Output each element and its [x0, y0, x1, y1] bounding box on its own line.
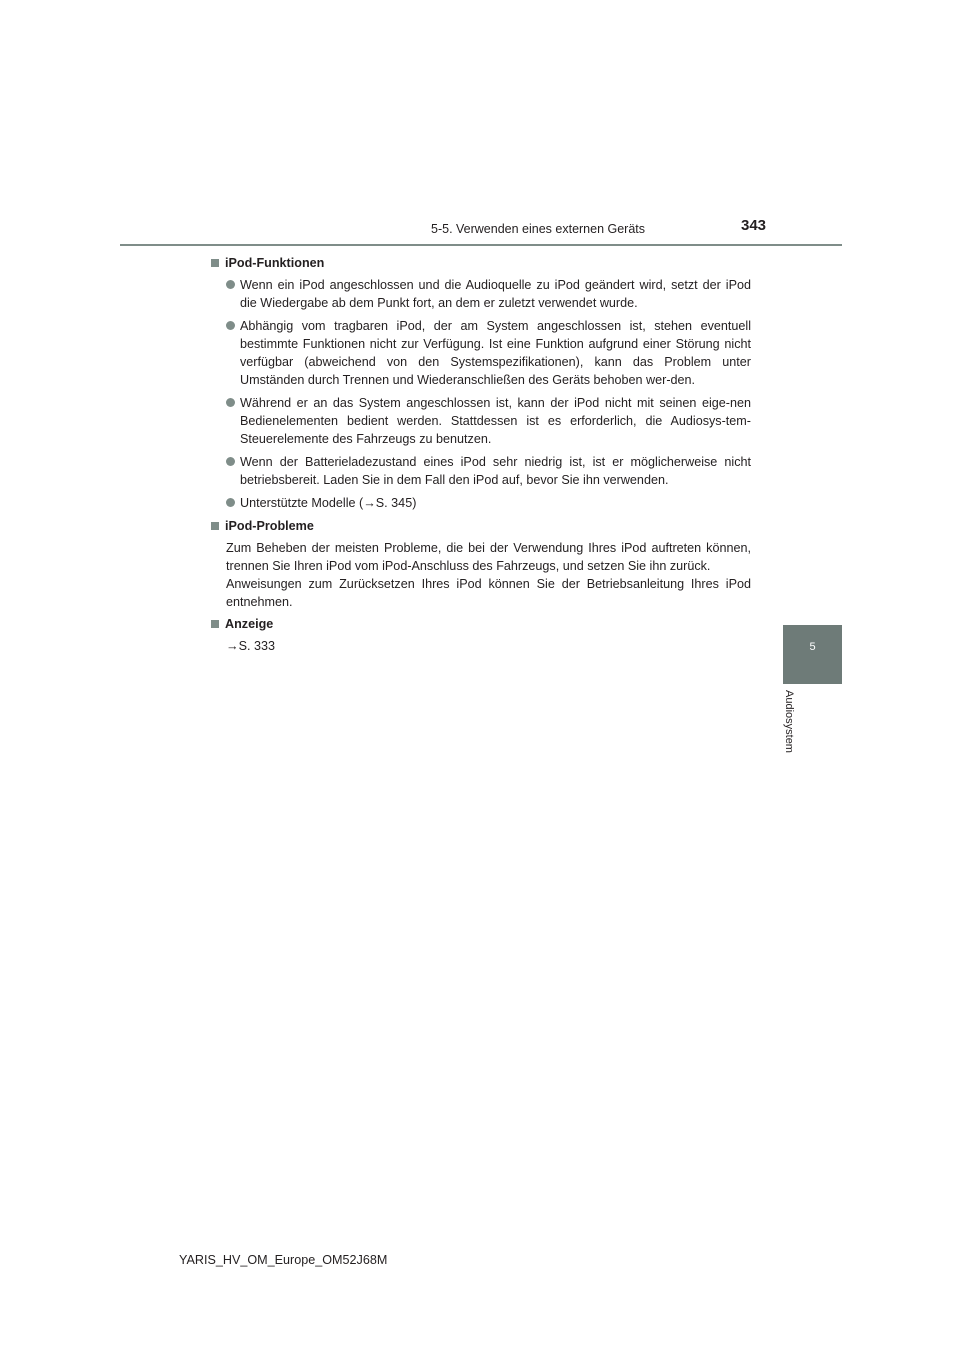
- section-heading: [211, 517, 751, 535]
- square-bullet-icon: [211, 522, 219, 530]
- list-item: [211, 494, 751, 512]
- list-item-text: Während er an das System angeschlossen ist, kann der iPod nicht mit seinen eige-nen Bedienelementen bedient werden. Stattdessen ist es erforderlich, die Audiosys-tem-Steuerelemente des Fahrzeugs zu benutzen.: [240, 396, 751, 446]
- page-reference: →S. 333: [226, 639, 276, 653]
- heading-text: Anzeige: [225, 617, 274, 631]
- section-display: [211, 615, 751, 655]
- list-item-text: Unterstützte Modelle (→S. 345): [240, 496, 417, 510]
- header-divider: [120, 244, 842, 246]
- list-item: [211, 394, 751, 448]
- section-heading: [211, 615, 751, 633]
- section-ipod-problems: [211, 517, 751, 611]
- list-item-text: Wenn ein iPod angeschlossen und die Audioquelle zu iPod geändert wird, setzt der iPod die Wiedergabe ab dem Punkt fort, an dem er zuletzt verwendet wurde.: [240, 278, 751, 310]
- document-id: YARIS_HV_OM_Europe_OM52J68M: [179, 1253, 388, 1267]
- chapter-label: Audiosystem: [783, 690, 795, 753]
- section-title: 5-5. Verwenden eines externen Geräts: [431, 222, 646, 236]
- paragraph: Zum Beheben der meisten Probleme, die bei der Verwendung Ihres iPod auftreten können, trennen Sie Ihren iPod vom iPod-Anschluss des Fahrzeugs, und setzen Sie ihn zurück.: [226, 541, 751, 573]
- circle-bullet-icon: [226, 321, 235, 330]
- circle-bullet-icon: [226, 498, 235, 507]
- list-item-text: Wenn der Batterieladezustand eines iPod sehr niedrig ist, ist er möglicherweise nicht betriebsbereit. Laden Sie in dem Fall den iPod auf, bevor Sie ihn verwenden.: [240, 455, 751, 487]
- circle-bullet-icon: [226, 398, 235, 407]
- list-item-text: Abhängig vom tragbaren iPod, der am System angeschlossen ist, stehen eventuell bestimmte Funktionen nicht zur Verfügung. Ist eine Funktion aufgrund einer Störung nicht verfügbar (abweichend von den Systemspezifikationen), kann das Problem unter Umständen durch Trennen und Wiederanschließen des Geräts behoben wer-den.: [240, 319, 751, 387]
- chapter-label-container: [783, 690, 805, 770]
- square-bullet-icon: [211, 259, 219, 267]
- section-heading: [211, 254, 751, 272]
- heading-text: iPod-Probleme: [225, 519, 314, 533]
- heading-text: iPod-Funktionen: [225, 256, 325, 270]
- list-item: [211, 453, 751, 489]
- square-bullet-icon: [211, 620, 219, 628]
- chapter-tab: [783, 625, 842, 684]
- main-content: [211, 254, 751, 659]
- chapter-number: 5: [809, 641, 816, 653]
- paragraph: Anweisungen zum Zurücksetzen Ihres iPod können Sie der Betriebsanleitung Ihres iPod entnehmen.: [226, 577, 751, 609]
- circle-bullet-icon: [226, 280, 235, 289]
- circle-bullet-icon: [226, 457, 235, 466]
- list-item: [211, 276, 751, 312]
- page-number: 343: [741, 217, 767, 234]
- section-ipod-functions: [211, 254, 751, 512]
- list-item: [211, 317, 751, 389]
